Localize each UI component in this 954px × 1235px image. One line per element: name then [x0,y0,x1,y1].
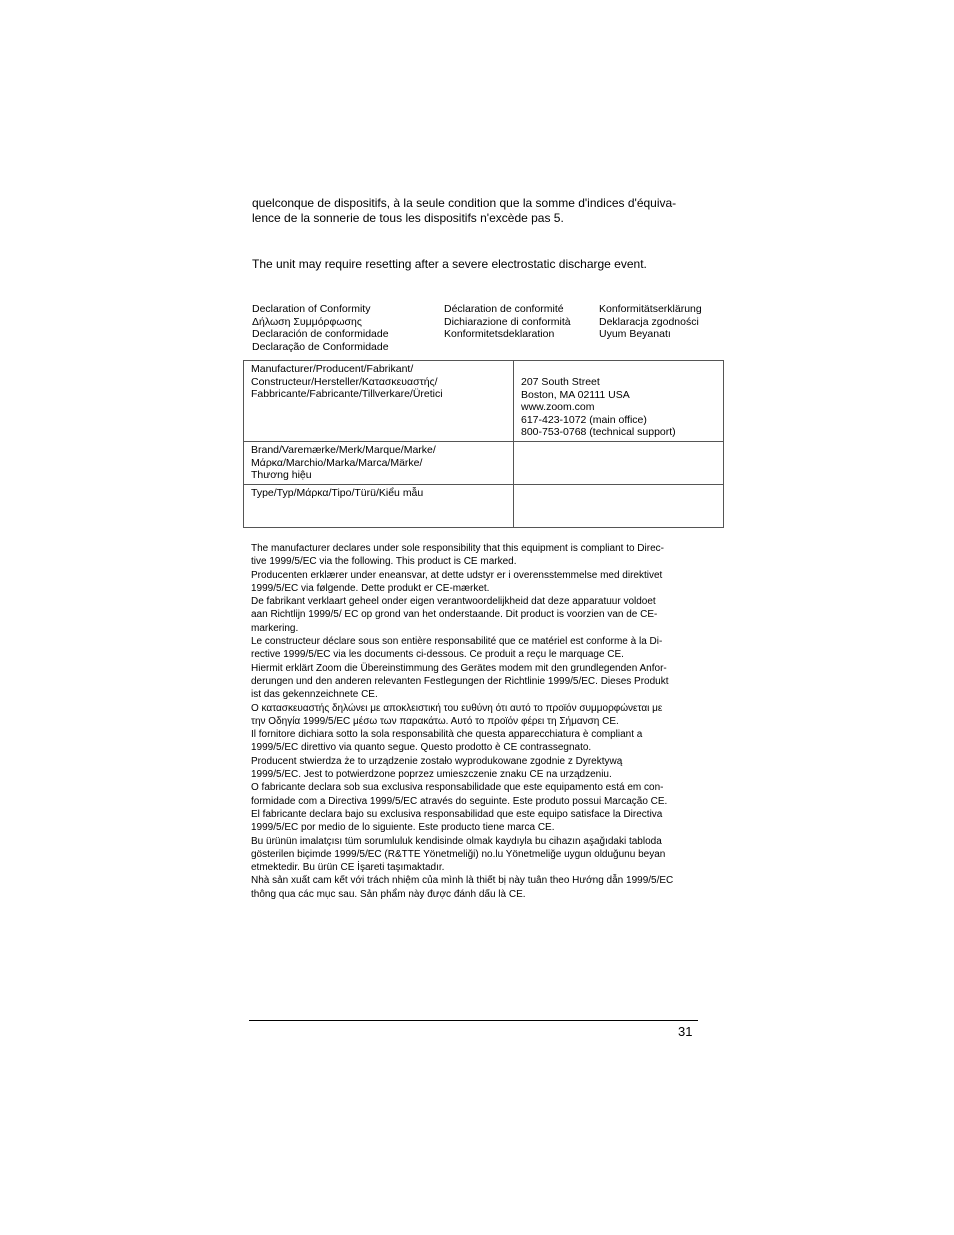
table-row-brand [244,442,724,485]
statement-line: 1999/5/EC via følgende. Dette produkt er CE-mærket. [251,582,490,594]
declaration-title: Uyum Beyanatı [599,328,671,340]
intro-line: lence de la sonnerie de tous les dispositifs n'excède pas 5. [252,211,564,225]
website: www.zoom.com [521,401,595,413]
label-line: Type/Typ/Μάρκα/Tipo/Türü/Kiểu mẫu [251,487,424,499]
phone-main: 617-423-1072 (main office) [521,413,647,426]
statement-line: 1999/5/EC. Jest to potwierdzone poprzez umieszczenie znaku CE na urządzeniu. [251,769,612,781]
manufacturer-address [514,361,724,442]
label-line: Thương hiệu [251,469,312,481]
type-label [244,485,514,528]
phone-support: 800-753-0768 (technical support) [521,426,676,438]
statement-line: Bu ürünün imalatçısı tüm sorumluluk kendisinde olmak kaydıyla bu cihazın aşağıdaki tabloda [251,835,662,847]
manufacturer-label [244,361,514,442]
statement-line: El fabricante declara bajo su exclusiva responsabilidad que este equipo satisface la Directiva [251,808,663,820]
statement-line: formidade com a Directiva 1999/5/EC através do seguinte. Este produto possui Marcação CE. [251,795,668,807]
statement-line: thông qua các mục sau. Sản phẩm này được đánh dấu là CE. [251,888,526,900]
statement-line: aan Richtlijn 1999/5/ EC op grond van het onderstaande. Dit product is voorzien van de CE- [251,609,658,621]
statement-line: tive 1999/5/EC via the following. This product is CE marked. [251,556,517,568]
statement-line: Nhà sản xuất cam kết với trách nhiệm của mình là thiết bị này tuân theo Hướng dẫn 1999/5/EC [251,875,674,887]
statement-line: O fabricante declara sob sua exclusiva responsabilidade que este equipamento está em con- [251,782,664,794]
statement-line: 1999/5/EC por medio de lo siguiente. Este producto tiene marca CE. [251,822,555,834]
footer-divider [249,1020,698,1021]
statement-line: etmektedir. Bu ürün CE İşareti taşımaktadır. [251,862,445,874]
address-street: 207 South Street [521,376,600,388]
intro-paragraph [252,196,722,226]
declaration-title: Konformitetsdeklaration [444,328,555,340]
label-line: Μάρκα/Marchio/Marka/Marca/Märke/ [251,456,423,469]
declaration-title: Dichiarazione di conformità [444,315,571,328]
declaration-title: Declaración de conformidade [252,328,389,340]
statement-line: gösterilen biçimde 1999/5/EC (R&TTE Yönetmeliği) no.lu Yönetmeliğe uygun olduğunu beyan [251,848,666,860]
table-row-manufacturer [244,361,724,442]
table-row-type [244,485,724,528]
statement-line: Producent stwierdza że to urządzenie zostało wyprodukowane zgodnie z Dyrektywą [251,755,623,767]
declaration-title: Δήλωση Συμμόρφωσης [252,315,362,328]
declaration-titles-col2 [444,303,571,341]
statement-line: Il fornitore dichiara sotto la sola responsabilità che questa apparecchiatura è compliant a [251,729,643,741]
statement-line: derungen und den anderen relevanten Festlegungen der Richtlinie 1999/5/EC. Dieses Produkt [251,675,669,687]
conformity-statements [251,542,721,901]
type-value [514,485,724,528]
statement-line: rective 1999/5/EC via les documents ci-dessous. Ce produit a reçu le marquage CE. [251,649,624,661]
declaration-title: Declaration of Conformity [252,303,371,315]
statement-line: Hiermit erklärt Zoom die Übereinstimmung des Gerätes modem mit den grundlegenden Anfor- [251,662,667,674]
address-city: Boston, MA 02111 USA [521,388,630,401]
statement-line: 1999/5/EC direttivo via quanto segue. Questo prodotto è CE contrassegnato. [251,742,592,754]
declaration-title: Déclaration de conformité [444,303,564,315]
statement-line: Producenten erklærer under eneansvar, at dette udstyr er i overensstemmelse med direktivet [251,569,663,581]
declaration-titles-col1 [252,303,389,353]
brand-label [244,442,514,485]
statement-line: Le constructeur déclare sous son entière responsabilité que ce matériel est conforme à la Di- [251,636,663,648]
statement-line: The manufacturer declares under sole responsibility that this equipment is compliant to Direc- [251,543,664,554]
declaration-title: Deklaracja zgodności [599,315,699,328]
statement-line: Ο κατασκευαστής δηλώνει με αποκλειστική του ευθύνη ότι αυτό το προϊόν συμμορφώνεται με [251,702,663,714]
statement-line: ist das gekennzeichnete CE. [251,689,378,701]
statement-line: De fabrikant verklaart geheel onder eigen verantwoordelijkheid dat deze apparatuur voldoet [251,596,656,608]
declaration-titles-col3 [599,303,702,341]
declaration-title: Konformitätserklärung [599,303,702,315]
page-number: 31 [678,1024,693,1039]
label-line: Manufacturer/Producent/Fabrikant/ [251,363,414,375]
intro-line: quelconque de dispositifs, à la seule condition que la somme d'indices d'équiva- [252,196,677,210]
brand-value [514,442,724,485]
declaration-title: Declaração de Conformidade [252,340,389,353]
statement-line: markering. [251,622,299,634]
statement-line: την Οδηγία 1999/5/EC μέσω των παρακάτω. Αυτό το προϊόν φέρει τη Σήμανση CE. [251,715,619,727]
manufacturer-table [243,360,724,528]
label-line: Fabbricante/Fabricante/Tillverkare/Üretici [251,388,443,400]
label-line: Constructeur/Hersteller/Κατασκευαστής/ [251,375,438,388]
esd-notice: The unit may require resetting after a severe electrostatic discharge event. [252,257,647,271]
label-line: Brand/Varemærke/Merk/Marque/Marke/ [251,444,436,456]
